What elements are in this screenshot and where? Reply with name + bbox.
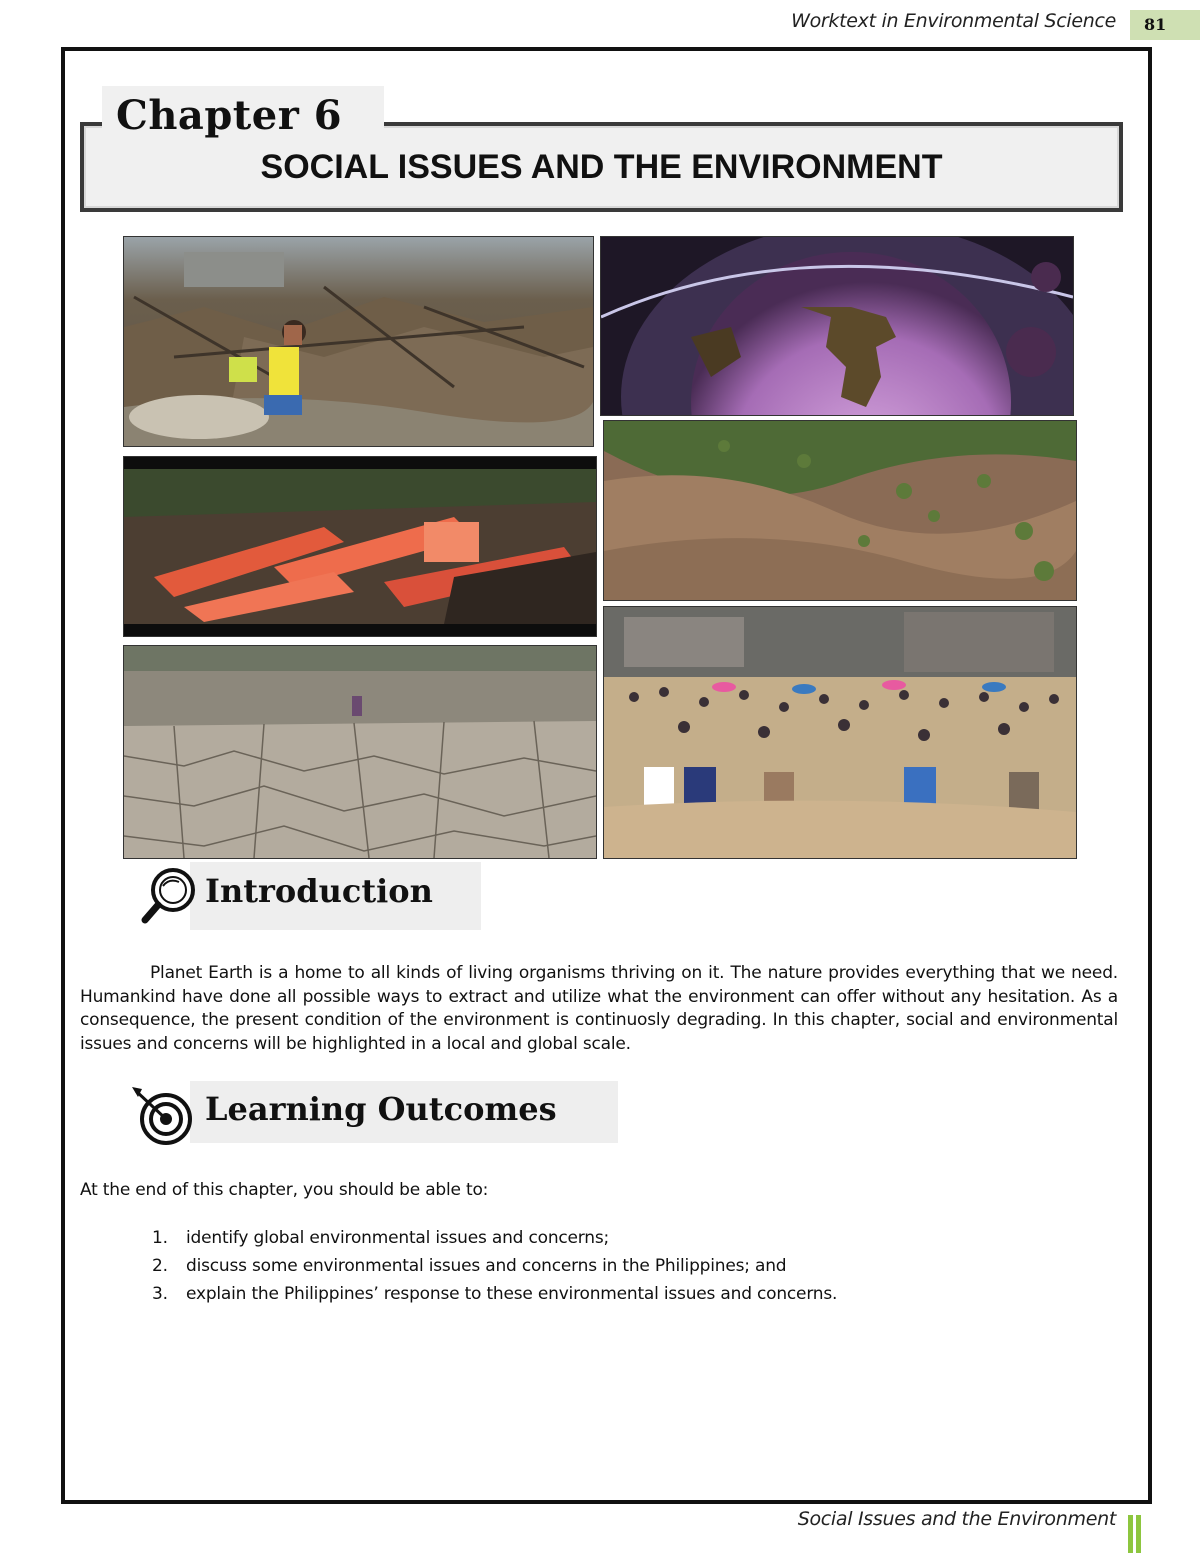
page-number: 81 (1130, 10, 1200, 40)
running-footer: Social Issues and the Environment (797, 1508, 1116, 1530)
learning-outcomes-heading: Learning Outcomes (205, 1090, 557, 1128)
chapter-title: SOCIAL ISSUES AND THE ENVIRONMENT (260, 148, 943, 186)
list-item-number: 2. (152, 1256, 168, 1276)
photo-pandemic-globe (600, 236, 1074, 416)
chapter-label: Chapter 6 (116, 92, 343, 139)
list-item (152, 1224, 837, 1252)
list-item (152, 1252, 837, 1280)
list-item (152, 1280, 837, 1308)
target-icon (128, 1085, 194, 1147)
photo-denuded-mountain (603, 420, 1077, 601)
magnifying-glass-icon (139, 866, 197, 926)
photo-flood (603, 606, 1077, 859)
running-header: Worktext in Environmental Science (791, 10, 1116, 32)
introduction-heading: Introduction (205, 872, 433, 910)
list-item-text: explain the Philippines’ response to these environmental issues and concerns. (186, 1284, 838, 1304)
introduction-paragraph: Planet Earth is a home to all kinds of living organisms thriving on it. The nature provides everything that we need. Humankind have done all possible ways to extract and utilize what the environment can offer without any hesitation. As a consequence, the present condition of the environment is continuosly degrading. In this chapter, social and environmental issues and concerns will be highlighted in a local and global scale. (80, 963, 1118, 1054)
photo-typhoon-aftermath (123, 236, 594, 447)
list-item-number: 3. (152, 1284, 168, 1304)
outcomes-lead: At the end of this chapter, you should be able to: (80, 1180, 489, 1200)
list-item-number: 1. (152, 1228, 168, 1248)
outcomes-list (152, 1224, 837, 1308)
photo-illegal-logging (123, 456, 597, 637)
footer-accent-bar (1128, 1515, 1144, 1553)
photo-drought-field (123, 645, 597, 859)
list-item-text: discuss some environmental issues and concerns in the Philippines; and (186, 1256, 787, 1276)
list-item-text: identify global environmental issues and concerns; (186, 1228, 610, 1248)
